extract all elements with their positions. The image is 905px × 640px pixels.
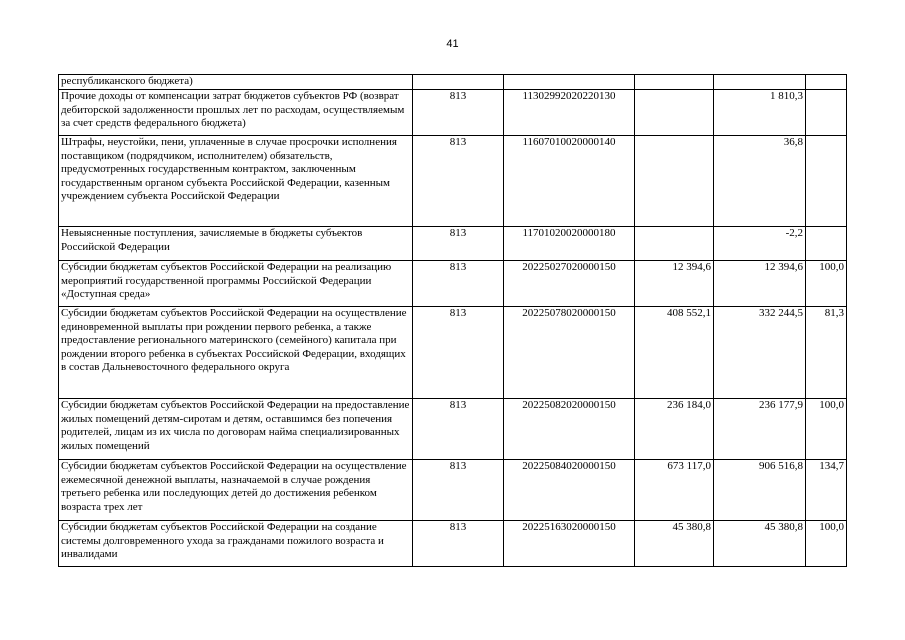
- table-row: [59, 460, 847, 521]
- table-row: [59, 227, 847, 261]
- row-plan: 408 552,1: [635, 307, 714, 399]
- table-row: [59, 521, 847, 567]
- table-row: [59, 399, 847, 460]
- row-budget-code: 11302992020220130: [504, 90, 635, 136]
- row-fact: [714, 75, 806, 90]
- page-number: 41: [446, 38, 459, 50]
- row-plan: 673 117,0: [635, 460, 714, 521]
- row-admin-code: 813: [413, 399, 504, 460]
- row-fact: -2,2: [714, 227, 806, 261]
- row-name: Прочие доходы от компенсации затрат бюджетов субъектов РФ (возврат дебиторской задолженности прошлых лет по расходам, осуществляемым за счет средств федерального бюджета): [59, 90, 413, 136]
- row-admin-code: 813: [413, 227, 504, 261]
- row-name: Субсидии бюджетам субъектов Российской Федерации на осуществление ежемесячной денежной выплаты, назначаемой в случае рождения третьего ребенка или последующих детей до достижения ребенком возраста трех лет: [59, 460, 413, 521]
- row-admin-code: 813: [413, 261, 504, 307]
- row-budget-code: 20225078020000150: [504, 307, 635, 399]
- row-fact: 45 380,8: [714, 521, 806, 567]
- row-plan: 45 380,8: [635, 521, 714, 567]
- row-plan: 12 394,6: [635, 261, 714, 307]
- row-admin-code: 813: [413, 90, 504, 136]
- row-admin-code: [413, 75, 504, 90]
- row-name: Субсидии бюджетам субъектов Российской Федерации на предоставление жилых помещений детям-сиротам и детям, оставшимся без попечения родителей, лицам из их числа по договорам найма специализированных жилых помещений: [59, 399, 413, 460]
- row-admin-code: 813: [413, 521, 504, 567]
- row-name: Субсидии бюджетам субъектов Российской Федерации на реализацию мероприятий государственной программы Российской Федерации «Доступная среда»: [59, 261, 413, 307]
- row-percent: 100,0: [806, 521, 847, 567]
- row-admin-code: 813: [413, 136, 504, 227]
- row-name: Штрафы, неустойки, пени, уплаченные в случае просрочки исполнения поставщиком (подрядчиком, исполнителем) обязательств, предусмотренных государственным контрактом, заключенным государственным органом субъекта Российской Федерации, казенным учреждением субъекта Российской Федерации: [59, 136, 413, 227]
- row-fact: 12 394,6: [714, 261, 806, 307]
- row-fact: 236 177,9: [714, 399, 806, 460]
- row-name: Субсидии бюджетам субъектов Российской Федерации на создание системы долговременного ухода за гражданами пожилого возраста и инвалидами: [59, 521, 413, 567]
- row-percent: 100,0: [806, 261, 847, 307]
- row-budget-code: 20225027020000150: [504, 261, 635, 307]
- row-name: Невыясненные поступления, зачисляемые в бюджеты субъектов Российской Федерации: [59, 227, 413, 261]
- row-fact: 1 810,3: [714, 90, 806, 136]
- row-percent: 134,7: [806, 460, 847, 521]
- table-row: [59, 90, 847, 136]
- row-name: Субсидии бюджетам субъектов Российской Федерации на осуществление единовременной выплаты при рождении первого ребенка, а также предоставление регионального материнского (семейного) капитала при рождении второго ребенка в субъектах Российской Федерации, входящих в состав Дальневосточного федерального округа: [59, 307, 413, 399]
- table-row: [59, 75, 847, 90]
- row-plan: [635, 90, 714, 136]
- row-plan: [635, 227, 714, 261]
- row-percent: [806, 136, 847, 227]
- revenue-table: [58, 74, 847, 567]
- row-percent: [806, 227, 847, 261]
- row-fact: 332 244,5: [714, 307, 806, 399]
- row-budget-code: 20225084020000150: [504, 460, 635, 521]
- row-admin-code: 813: [413, 307, 504, 399]
- row-budget-code: 20225163020000150: [504, 521, 635, 567]
- table-row: [59, 136, 847, 227]
- row-fact: 906 516,8: [714, 460, 806, 521]
- row-budget-code: 20225082020000150: [504, 399, 635, 460]
- row-admin-code: 813: [413, 460, 504, 521]
- table-row: [59, 261, 847, 307]
- row-fact: 36,8: [714, 136, 806, 227]
- table-row: [59, 307, 847, 399]
- row-percent: [806, 75, 847, 90]
- row-plan: [635, 75, 714, 90]
- row-percent: 100,0: [806, 399, 847, 460]
- row-budget-code: [504, 75, 635, 90]
- row-percent: 81,3: [806, 307, 847, 399]
- row-budget-code: 11701020020000180: [504, 227, 635, 261]
- row-plan: 236 184,0: [635, 399, 714, 460]
- row-plan: [635, 136, 714, 227]
- row-budget-code: 11607010020000140: [504, 136, 635, 227]
- row-percent: [806, 90, 847, 136]
- row-name: республиканского бюджета): [59, 75, 413, 90]
